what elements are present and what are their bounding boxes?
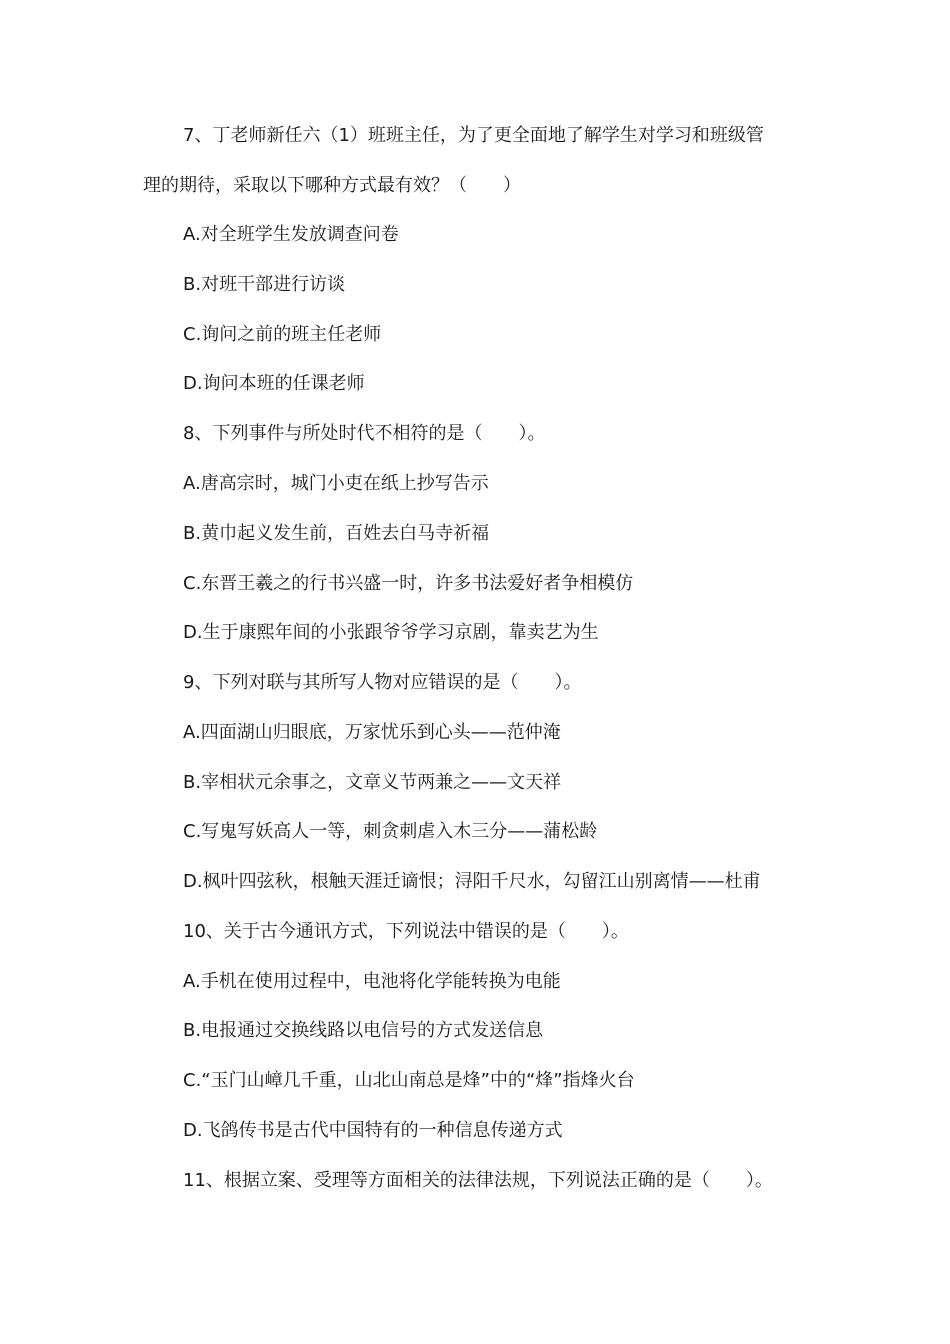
question-10-stem: 10、关于古今通讯方式，下列说法中错误的是（ ）。 bbox=[183, 921, 629, 942]
question-8-option-a: A.唐高宗时，城门小吏在纸上抄写告示 bbox=[183, 473, 489, 494]
question-7-option-a: A.对全班学生发放调查问卷 bbox=[183, 224, 399, 245]
question-10-option-d: D.飞鸽传书是古代中国特有的一种信息传递方式 bbox=[183, 1120, 563, 1141]
question-9-option-b: B.宰相状元余事之，文章义节两兼之——文天祥 bbox=[183, 772, 562, 793]
question-7-stem-line-2: 理的期待，采取以下哪种方式最有效？（ ） bbox=[143, 175, 521, 196]
question-7-option-d: D.询问本班的任课老师 bbox=[183, 373, 365, 394]
question-7-stem-line-1: 7、丁老师新任六（1）班班主任，为了更全面地了解学生对学习和班级管 bbox=[183, 125, 764, 146]
question-10-option-a: A.手机在使用过程中，电池将化学能转换为电能 bbox=[183, 971, 561, 992]
question-10-option-b: B.电报通过交换线路以电信号的方式发送信息 bbox=[183, 1020, 544, 1041]
question-11-stem: 11、根据立案、受理等方面相关的法律法规，下列说法正确的是（ ）。 bbox=[183, 1170, 773, 1191]
question-8-option-c: C.东晋王羲之的行书兴盛一时，许多书法爱好者争相模仿 bbox=[183, 573, 634, 594]
question-9-option-d: D.枫叶四弦秋，根触天涯迁谪恨；浔阳千尺水，勾留江山别离情——杜甫 bbox=[183, 871, 761, 892]
question-8-option-b: B.黄巾起义发生前，百姓去白马寺祈福 bbox=[183, 523, 490, 544]
question-9-stem: 9、下列对联与其所写人物对应错误的是（ ）。 bbox=[183, 672, 582, 693]
question-7-option-b: B.对班干部进行访谈 bbox=[183, 274, 346, 295]
question-8-stem: 8、下列事件与所处时代不相符的是（ ）。 bbox=[183, 423, 546, 444]
question-10-option-c: C.“玉门山嶂几千重，山北山南总是烽”中的“烽”指烽火台 bbox=[183, 1070, 635, 1091]
question-8-option-d: D.生于康熙年间的小张跟爷爷学习京剧，靠卖艺为生 bbox=[183, 622, 599, 643]
question-7-option-c: C.询问之前的班主任老师 bbox=[183, 324, 382, 345]
question-9-option-a: A.四面湖山归眼底，万家忧乐到心头——范仲淹 bbox=[183, 722, 561, 743]
question-9-option-c: C.写鬼写妖高人一等，刺贪刺虐入木三分——蒲松龄 bbox=[183, 821, 598, 842]
